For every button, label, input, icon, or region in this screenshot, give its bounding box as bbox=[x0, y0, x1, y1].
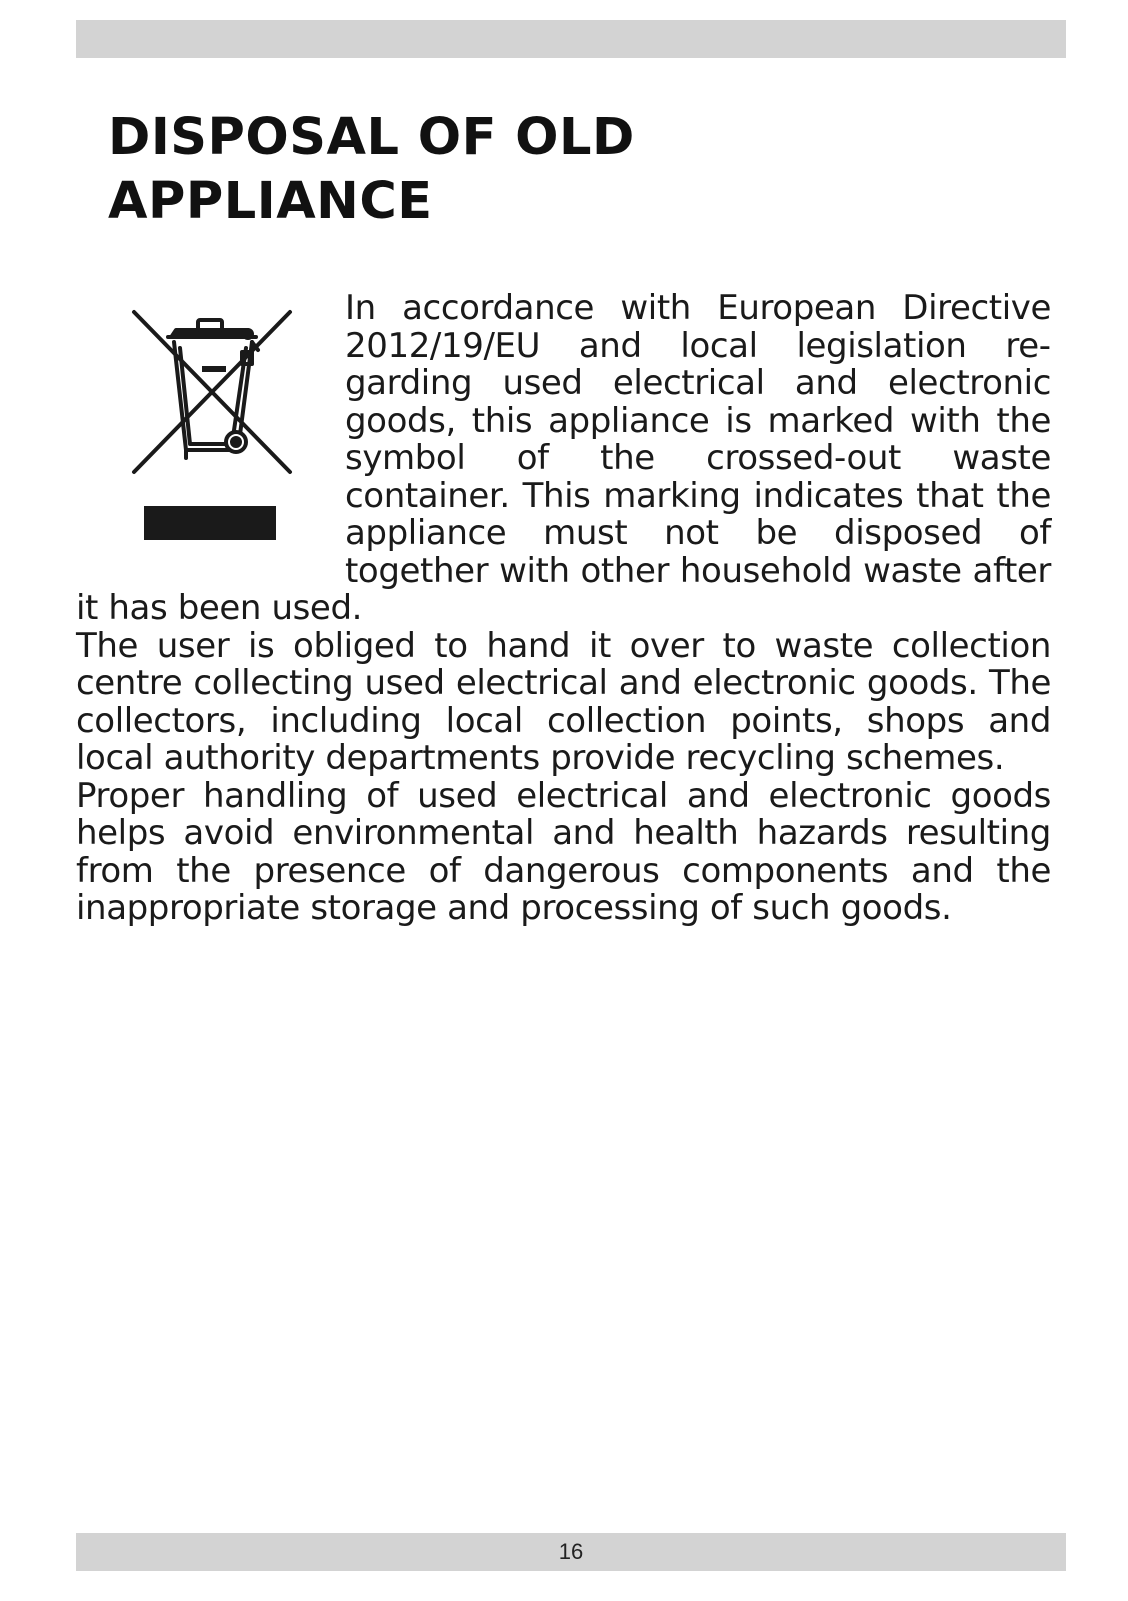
page-number: 16 bbox=[558, 1539, 584, 1564]
page-title bbox=[108, 106, 635, 234]
header-bar bbox=[76, 20, 1066, 58]
disposal-text-block bbox=[76, 290, 1051, 928]
weee-symbol-container bbox=[76, 290, 345, 560]
page-title-line-1: DISPOSAL OF OLD bbox=[108, 108, 635, 167]
paragraph-user-obligation: The user is obliged to hand it over to waste collection centre collecting used electrical and electronic goods. The collectors, including local collection points, shops and local authority departments provide recycling schemes. bbox=[76, 625, 1051, 778]
paragraph-directive: In accordance with European Directive 2012/19/EU and local legislation regarding used electrical and electronic goods, this appliance is marked with the symbol of the crossed-out waste container. This marking indicates that the appliance must not be disposed of together with other household waste after it has been used. bbox=[76, 288, 1051, 628]
page-title-line-2: APPLIANCE bbox=[108, 172, 433, 231]
crossed-out-wheelie-bin-icon bbox=[76, 290, 345, 560]
paragraph-proper-handling: Proper handling of used electrical and electronic goods helps avoid environmental and health hazards resulting from the presence of dangerous components and the inappropriate storage and processing of such goods. bbox=[76, 775, 1051, 928]
footer-bar bbox=[76, 1533, 1066, 1571]
